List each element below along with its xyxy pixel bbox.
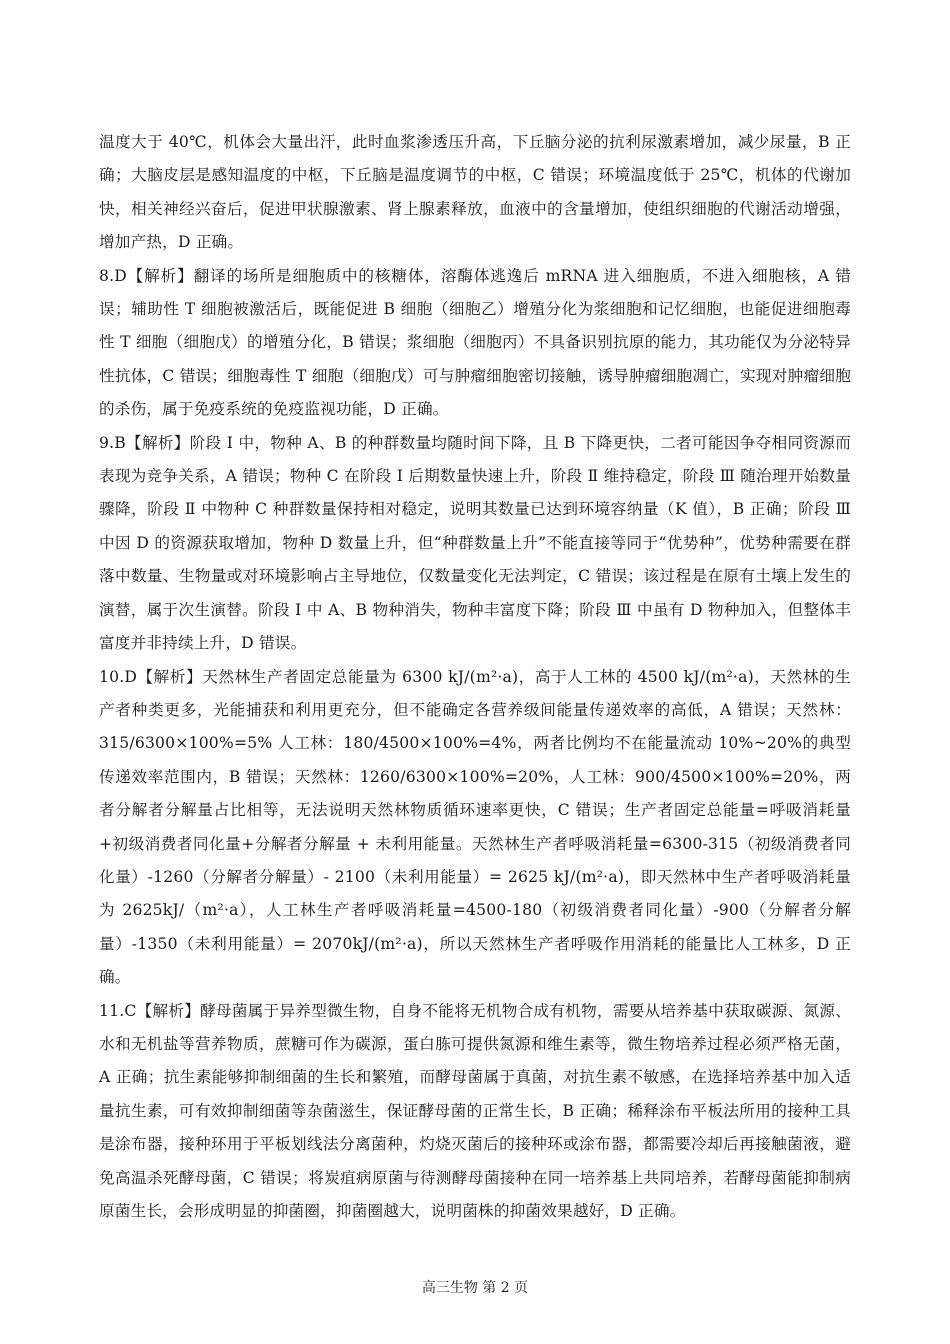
paragraph-11 bbox=[99, 995, 851, 1229]
paragraph-lead: 9.B【解析】 bbox=[99, 433, 190, 452]
paragraph-lead: 10.D【解析】 bbox=[99, 667, 203, 686]
paragraph-10 bbox=[99, 661, 851, 995]
paragraph-8 bbox=[99, 260, 851, 427]
paragraph-lead: 8.D【解析】 bbox=[99, 266, 194, 285]
answer-content bbox=[99, 126, 851, 1228]
paragraph-7-continued bbox=[99, 126, 851, 260]
paragraph-text: 阶段 Ⅰ 中，物种 A、B 的种群数量均随时间下降，且 B 下降更快，二者可能因争夺相同资源而表现为竞争关系，A 错误；物种 C 在阶段 Ⅰ 后期数量快速上升，阶段 Ⅱ 维持稳定，阶段 Ⅲ 随治理开始数量骤降，阶段 Ⅱ 中物种 C 种群数量保持相对稳定，说明其数量已达到环境容纳量（K 值），B 正确；阶段 Ⅲ 中因 D 的资源获取增加，物种 D 数量上升，但“种群数量上升”不能直接等同于“优势种”，优势种需要在群落中数量、生物量或对环境影响占主导地位，仅数量变化无法判定，C 错误；该过程是在原有土壤上发生的演替，属于次生演替。阶段 Ⅰ 中 A、B 物种消失，物种丰富度下降；阶段 Ⅲ 中虽有 D 物种加入，但整体丰富度并非持续上升，D 错误。 bbox=[99, 433, 851, 653]
paragraph-lead: 11.C【解析】 bbox=[99, 1001, 201, 1020]
paragraph-9 bbox=[99, 427, 851, 661]
paragraph-text: 翻译的场所是细胞质中的核糖体，溶酶体逃逸后 mRNA 进入细胞质，不进入细胞核，A 错误；辅助性 T 细胞被激活后，既能促进 B 细胞（细胞乙）增殖分化为浆细胞和记忆细胞，也能促进细胞毒性 T 细胞（细胞戊）的增殖分化，B 错误；浆细胞（细胞丙）不具备识别抗原的能力，其功能仅为分泌特异性抗体，C 错误；细胞毒性 T 细胞（细胞戊）可与肿瘤细胞密切接触，诱导肿瘤细胞凋亡，实现对肿瘤细胞的杀伤，属于免疫系统的免疫监视功能，D 正确。 bbox=[99, 266, 852, 419]
paragraph-text: 温度大于 40℃，机体会大量出汗，此时血浆渗透压升高，下丘脑分泌的抗利尿激素增加，减少尿量，B 正确；大脑皮层是感知温度的中枢，下丘脑是温度调节的中枢，C 错误；环境温度低于 25℃，机体的代谢加快，相关神经兴奋后，促进甲状腺激素、肾上腺素释放，血液中的含量增加，使组织细胞的代谢活动增强，增加产热，D 正确。 bbox=[99, 133, 851, 252]
paragraph-text: 酵母菌属于异养型微生物，自身不能将无机物合成有机物，需要从培养基中获取碳源、氮源、水和无机盐等营养物质，蔗糖可作为碳源，蛋白胨可提供氮源和维生素等，微生物培养过程必须严格无菌，A 正确；抗生素能够抑制细菌的生长和繁殖，而酵母菌属于真菌，对抗生素不敏感，在选择培养基中加入适量抗生素，可有效抑制细菌等杂菌滋生，保证酵母菌的正常生长，B 正确；稀释涂布平板法所用的接种工具是涂布器，接种环用于平板划线法分离菌种，灼烧灭菌后的接种环或涂布器，都需要冷却后再接触菌液，避免高温杀死酵母菌，C 错误；将炭疽病原菌与待测酵母菌接种在同一培养基上共同培养，若酵母菌能抑制病原菌生长，会形成明显的抑菌圈，抑菌圈越大，说明菌株的抑菌效果越好，D 正确。 bbox=[99, 1001, 851, 1220]
paragraph-text: 天然林生产者固定总能量为 6300 kJ/(m²·a)，高于人工林的 4500 kJ/(m²·a)，天然林的生产者种类更多，光能捕获和利用更充分，但不能确定各营养级间能量传递效率的高低，A 错误；天然林：315/6300×100%=5% 人工林：180/4500×100%=4%，两者比例均不在能量流动 10%~20%的典型传递效率范围内，B 错误；天然林：1260/6300×100%=20%，人工林：900/4500×100%=20%，两者分解者分解量占比相等，无法说明天然林物质循环速率更快，C 错误；生产者固定总能量=呼吸消耗量+初级消费者同化量+分解者分解量 + 未利用能量。天然林生产者呼吸消耗量=6300-315（初级消费者同化量）-1260（分解者分解量）- 2100（未利用能量）= 2625 kJ/(m²·a)，即天然林中生产者呼吸消耗量为 2625kJ/（m²·a），人工林生产者呼吸消耗量=4500-180（初级消费者同化量）-900（分解者分解量）-1350（未利用能量）= 2070kJ/(m²·a)，所以天然林生产者呼吸作用消耗的能量比人工林多，D 正确。 bbox=[99, 667, 851, 987]
page-footer: 高三生物 第 2 页 bbox=[421, 1280, 529, 1296]
